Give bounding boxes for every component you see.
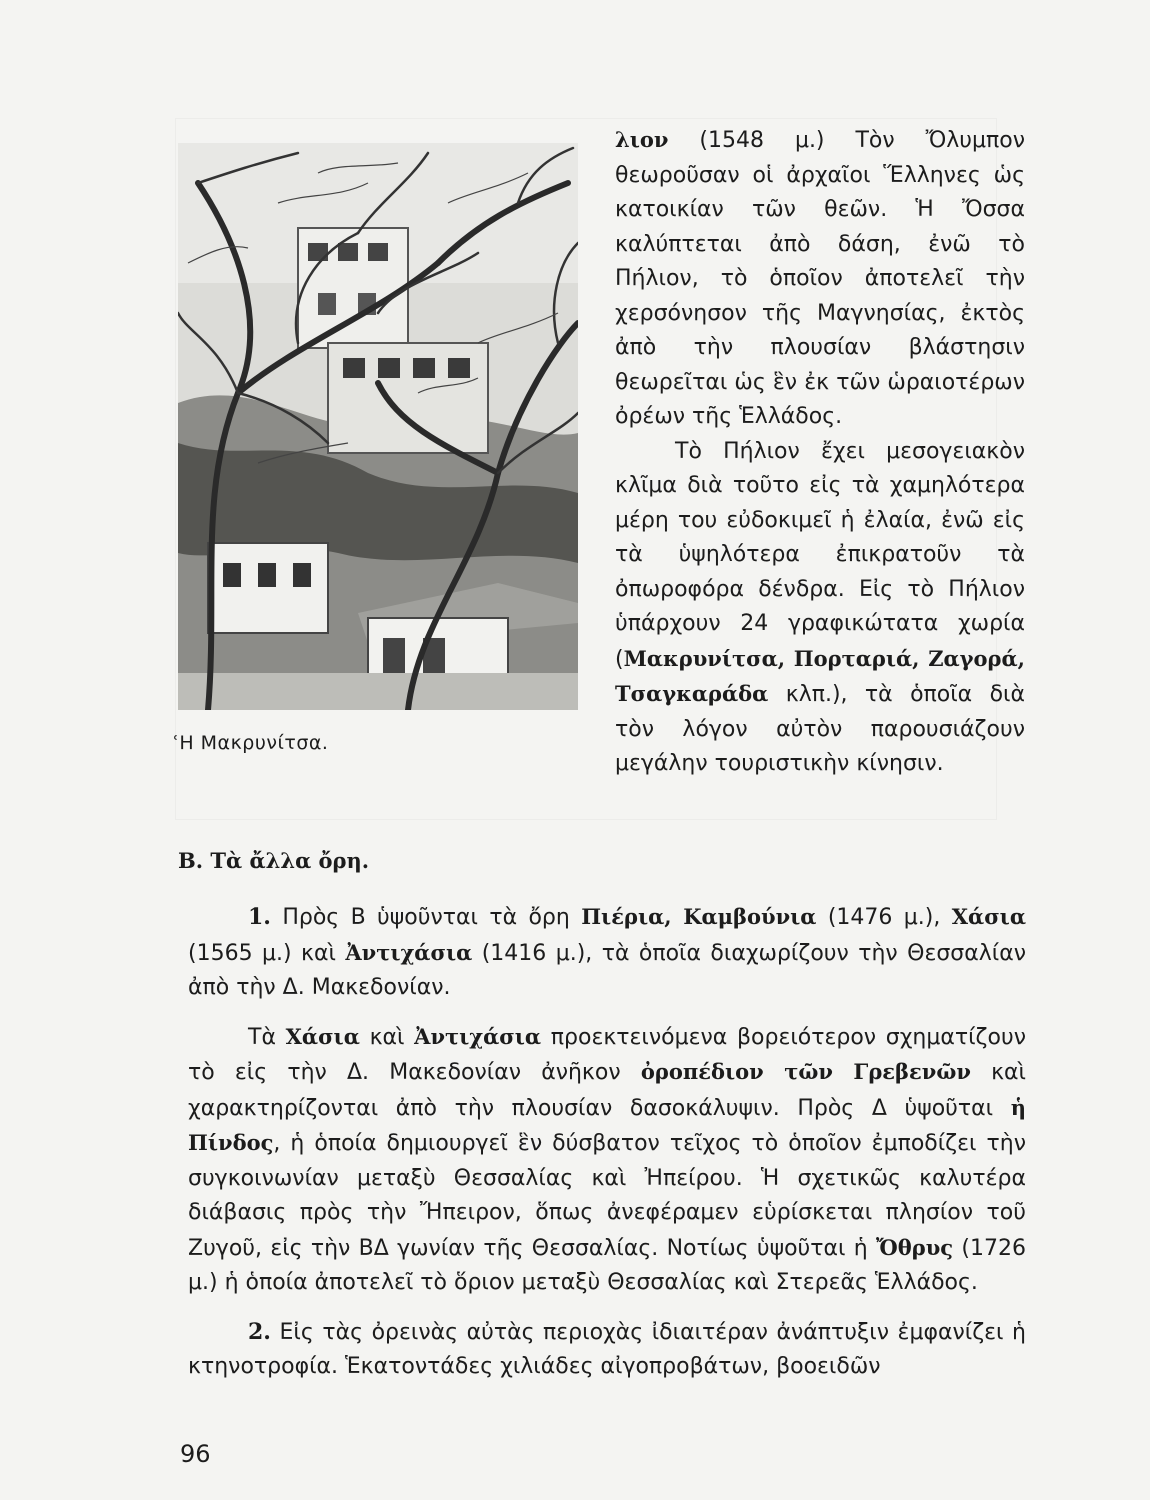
village-photo	[178, 143, 578, 710]
text-run: (1726 μ.) ἡ ὁποία ἀποτελεῖ τὸ ὅριον μεταξὺ Θεσσαλίας καὶ Στερεᾶς Ἑλλάδος.	[188, 1235, 1026, 1295]
paragraph	[615, 123, 1025, 435]
item-number: 1.	[248, 904, 271, 930]
bold-term: Χάσια	[285, 1023, 360, 1049]
section-heading: Β. Τὰ ἄλλα ὄρη.	[178, 848, 370, 873]
text-run: κλπ.), τὰ ὁποῖα διὰ τὸν λόγον αὐτὸν παρουσιάζουν μεγάλην τουριστικὴν κίνησιν.	[615, 682, 1025, 776]
item-number: 2.	[248, 1318, 271, 1345]
paragraph	[188, 900, 1026, 1006]
text-run: Εἰς τὰς ὀρεινὰς αὐτὰς περιοχὰς ἰδιαιτέραν ἀνάπτυξιν ἐμφανίζει ἡ κτηνοτροφία. Ἑκατοντάδες χιλιάδες αἰγοπροβάτων, βοοειδῶν	[188, 1319, 1026, 1379]
bold-term: Ἀντιχάσια	[345, 939, 473, 965]
text-run: Τὸ Πήλιον ἔχει μεσογειακὸν κλῖμα διὰ τοῦτο εἰς τὰ χαμηλότερα μέρη του εὐδοκιμεῖ ἡ ἐλαία, ἐνῶ εἰς τὰ ὑψηλότερα ἐπικρατοῦν τὰ ὀπωροφόρα δένδρα. Εἰς τὸ Πήλιον ὑπάρχουν 24 γραφικώτατα χωρία (	[615, 438, 1025, 672]
bold-term: λιον	[615, 127, 669, 152]
text-run: καὶ χαρακτηρίζονται ἀπὸ τὴν πλουσίαν δασοκάλυψιν. Πρὸς Δ ὑψοῦται	[188, 1060, 1027, 1121]
text-run: Πρὸς Β ὑψοῦνται τὰ ὄρη	[270, 905, 582, 930]
photo-caption: ʿΗ Μακρυνίτσα.	[173, 732, 329, 754]
paragraph	[188, 1020, 1026, 1301]
text-run: , ἡ ὁποία δημιουργεῖ ἓν δύσβατον τεῖχος τὸ ὁποῖον ἐμποδίζει τὴν συγκοινωνίαν μεταξὺ Θεσσαλίας καὶ Ἠπείρου. Ἡ σχετικῶς καλυτέρα διάβασις πρὸς τὴν Ἤπειρον, ὅπως ἀνεφέραμεν εὑρίσκεται πλησίον τοῦ Ζυγοῦ, εἰς τὴν ΒΔ γωνίαν τῆς Θεσσαλίας. Νοτίως ὑψοῦται ἡ	[188, 1131, 1026, 1261]
bold-term: Ἀντιχάσια	[414, 1023, 542, 1049]
paragraph	[188, 1315, 1026, 1385]
bold-term: Μακρυνίτσα, Πορταριά, Ζαγορά, Τσαγκαράδα	[615, 645, 1025, 706]
paragraph	[615, 435, 1025, 782]
bold-term: Χάσια	[951, 904, 1026, 929]
text-run: προεκτεινόμενα βορειότερον σχηματίζουν τὸ εἰς τὴν Δ. Μακεδονίαν ἀνῆκον	[188, 1024, 1026, 1085]
text-run: (1565 μ.) καὶ	[188, 940, 346, 966]
bold-term: Ὄθρυς	[876, 1234, 954, 1260]
bold-term: ὀροπέδιον τῶν Γρεβενῶν	[640, 1059, 971, 1084]
bold-term: ἡ Πίνδος	[188, 1094, 1026, 1155]
text-run: (1476 μ.),	[816, 905, 952, 930]
text-run: καὶ	[359, 1024, 415, 1050]
text-run: (1416 μ.), τὰ ὁποῖα διαχωρίζουν τὴν Θεσσαλίαν ἀπὸ τὴν Δ. Μακεδονίαν.	[188, 940, 1026, 1000]
page-number: 96	[180, 1440, 211, 1468]
text-run: (1548 μ.) Τὸν Ὄλυμπον θεωροῦσαν οἱ ἀρχαῖοι Ἕλληνες ὡς κατοικίαν τῶν θεῶν. Ἡ Ὄσσα καλύπτεται ἀπὸ δάση, ἐνῶ τὸ Πήλιον, τὸ ὁποῖον ἀποτελεῖ τὴν χερσόνησον τῆς Μαγνησίας, ἐκτὸς ἀπὸ τὴν πλουσίαν βλάστησιν θεωρεῖται ὡς ἓν ἐκ τῶν ὡραιοτέρων ὀρέων τῆς Ἑλλάδος.	[615, 128, 1025, 429]
bold-term: Πιέρια, Καμβούνια	[581, 904, 817, 929]
main-body-text	[188, 900, 1026, 1399]
right-column-text	[615, 123, 1025, 782]
text-run: Τὰ	[248, 1024, 286, 1050]
